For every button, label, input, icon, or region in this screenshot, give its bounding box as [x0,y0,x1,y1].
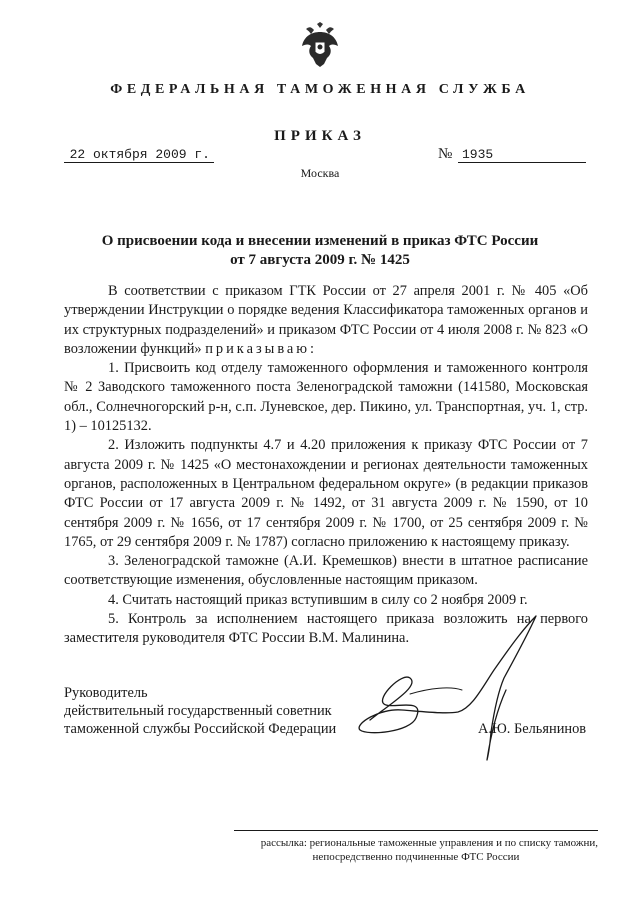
order-subject [100,232,540,270]
divider [234,830,598,831]
order-item: 2. Изложить подпункты 4.7 и 4.20 приложения к приказу ФТС России от 7 августа 2009 г. № 1425 «О местонахождении и регионах деятельности таможенных органов, расположенных в Центральном федеральном округе» (в редакции приказов ФТС России от 17 августа 2009 г. № 1492, от 31 августа 2009 г. № 1590, от 10 сентября 2009 г. № 1656, от 17 сентября 2009 г. № 1700, от 25 сентября 2009 г. № 1765, от 29 сентября 2009 г. № 1787) согласно приложению к настоящему приказу. [64,437,588,550]
subject-line: О присвоении кода и внесении изменений в приказ ФТС России [101,233,539,249]
agency-name: ФЕДЕРАЛЬНАЯ ТАМОЖЕННАЯ СЛУЖБА [110,82,530,97]
order-number-label: № [438,146,453,162]
order-body [64,282,588,649]
subject-line: от 7 августа 2009 г. № 1425 [230,252,410,268]
handwritten-signature [350,612,540,762]
distribution-line: рассылка: региональные таможенные управления и по списку таможни, [260,837,598,849]
preamble-paragraph [64,282,588,359]
order-date: 22 октября 2009 г. [64,147,214,163]
coat-of-arms-emblem [300,22,340,68]
signatory-line: Руководитель [64,685,148,701]
order-item: 1. Присвоить код отделу таможенного оформления и таможенного контроля № 2 Заводского таможенного поста Зеленоградской таможни (141580, Московская обл., Солнечногорский р-н, с.п. Луневское, дер. Пикино, ул. Транспортная, уч. 1, стр. 1) – 10125132. [64,360,588,435]
distribution-line: непосредственно подчиненные ФТС России [312,851,520,863]
order-item: 3. Зеленоградской таможне (А.И. Кремешков) внести в штатное расписание соответствующие изменения, обусловленные настоящим приказом. [64,553,588,589]
signatory-name: А.Ю. Бельянинов [478,721,587,737]
distribution-note [234,836,598,864]
city: Москва [300,166,340,180]
document-type: ПРИКАЗ [274,128,366,144]
signatory-line: действительный государственный советник [64,703,332,719]
preamble-text: В соответствии с приказом ГТК России от 27 апреля 2001 г. № 405 «Об утверждении Инструкции о порядке ведения Классификатора таможенных органов и их структурных подразделений» и приказом ФТС России от 4 июля 2008 г. № 823 «О возложении функций» [64,283,588,357]
command-word: приказываю: [205,340,318,357]
order-item: 5. Контроль за исполнением настоящего приказа возложить на первого заместителя руководителя ФТС России В.М. Малинина. [64,611,588,647]
signatory-block [64,684,336,738]
order-number: 1935 [458,147,586,163]
signatory-line: таможенной службы Российской Федерации [64,721,337,737]
order-item: 4. Считать настоящий приказ вступившим в силу со 2 ноября 2009 г. [108,591,528,608]
